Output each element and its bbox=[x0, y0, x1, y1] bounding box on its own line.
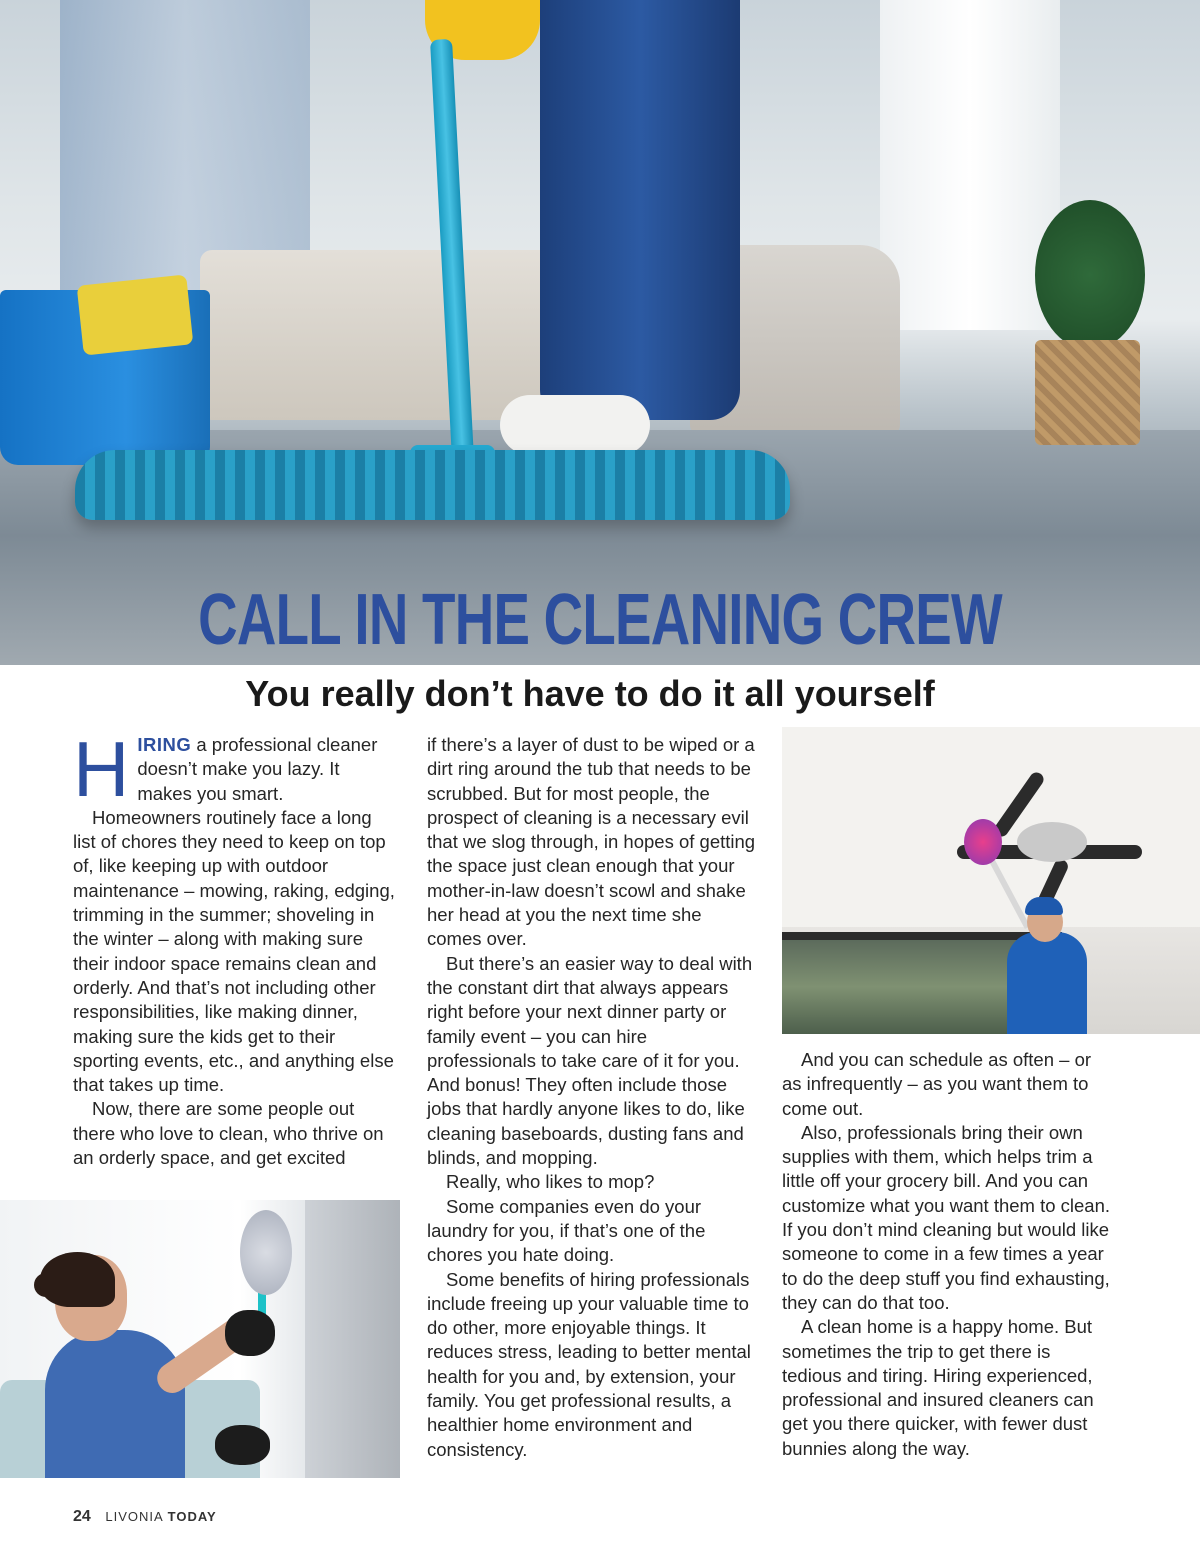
window-light bbox=[880, 0, 1060, 330]
paragraph: Some benefits of hiring professionals include freeing up your valuable time to do other, more enjoyable things. It reduces stress, leading to better mental health for you and, by extension, your family. You get professional results, a healthier home environment and consistency. bbox=[427, 1268, 751, 1460]
paragraph: if there’s a layer of dust to be wiped or a dirt ring around the tub that needs to be scrubbed. But for most people, the prospect of cleaning is a necessary evil that we slog through, in hopes of getting the space just clean enough that your mother-in-law doesn’t scowl and shake her head at you the next time she comes over. bbox=[427, 734, 756, 950]
yellow-cloth bbox=[77, 274, 194, 355]
cleaner-hair bbox=[40, 1252, 115, 1307]
drop-cap: H bbox=[73, 725, 130, 813]
photo-woman-dusting bbox=[0, 1200, 400, 1478]
lead-in: IRING bbox=[137, 734, 192, 755]
article-column-3 bbox=[782, 1048, 1112, 1461]
person-shoe bbox=[500, 395, 650, 455]
article-column-1 bbox=[73, 725, 398, 1170]
cleaner-body bbox=[1007, 932, 1087, 1034]
cleaner-body bbox=[45, 1330, 185, 1478]
house-plant bbox=[1035, 200, 1145, 350]
ceiling-fan bbox=[1017, 822, 1087, 862]
paragraph: Really, who likes to mop? bbox=[446, 1171, 655, 1193]
paragraph: But there’s an easier way to deal with the constant dirt that always appears right before your next dinner party or family event – you can hire professionals to take care of it for you. And bonus! They often include those jobs that hardly anyone likes to do, like cleaning baseboards, dusting fans and blinds, and mopping. bbox=[427, 952, 753, 1169]
publication-name-bold: TODAY bbox=[167, 1509, 217, 1524]
page-number: 24 bbox=[73, 1508, 91, 1525]
black-glove bbox=[215, 1425, 270, 1465]
page-footer bbox=[73, 1508, 217, 1526]
article-headline: CALL IN THE CLEANING CREW bbox=[198, 580, 1002, 660]
black-glove bbox=[225, 1310, 275, 1356]
person-legs bbox=[540, 0, 740, 420]
photo-ceiling-fan-cleaner bbox=[782, 727, 1200, 1034]
article-subhead: You really don’t have to do it all yourself bbox=[245, 673, 935, 714]
fluffy-duster bbox=[240, 1210, 292, 1295]
paragraph: Now, there are some people out there who love to clean, who thrive on an orderly space, and get excited bbox=[73, 1098, 384, 1169]
mop-head bbox=[75, 450, 790, 520]
paragraph: Also, professionals bring their own supplies with them, which helps trim a little off your grocery bill. And you can customize what you want them to clean. If you don’t mind cleaning but would like someone to come in a few times a year to do the deep stuff you find exhausting, they can do that too. bbox=[782, 1121, 1111, 1313]
article-column-2 bbox=[427, 733, 757, 1462]
paragraph: Some companies even do your laundry for you, if that’s one of the chores you hate doing. bbox=[427, 1195, 706, 1266]
hero-photo bbox=[0, 0, 1200, 665]
paragraph: Homeowners routinely face a long list of chores they need to keep on top of, like keeping up with outdoor maintenance – mowing, raking, edging, trimming in the summer; shoveling in the winter – along with making sure their indoor space remains clean and orderly. And that’s not including other responsibilities, like making dinner, making sure the kids get to their sporting events, etc., and anything else that takes up time. bbox=[73, 806, 395, 1096]
publication-name: LIVONIA bbox=[105, 1509, 163, 1524]
cleaner-cap bbox=[1025, 897, 1063, 915]
shelf bbox=[305, 1200, 400, 1478]
paragraph: And you can schedule as often – or as infrequently – as you want them to come out. bbox=[782, 1049, 1092, 1119]
feather-duster bbox=[964, 819, 1002, 865]
paragraph-intro bbox=[73, 725, 398, 813]
paragraph-text: a professional cleaner doesn’t make you lazy. It makes you smart. bbox=[137, 734, 378, 804]
wicker-pot bbox=[1035, 340, 1140, 445]
paragraph: A clean home is a happy home. But sometimes the trip to get there is tedious and tiring. Hiring experienced, professional and insured cleaners can get you there quicker, with fewer dust bunnies along the way. bbox=[782, 1316, 1094, 1459]
